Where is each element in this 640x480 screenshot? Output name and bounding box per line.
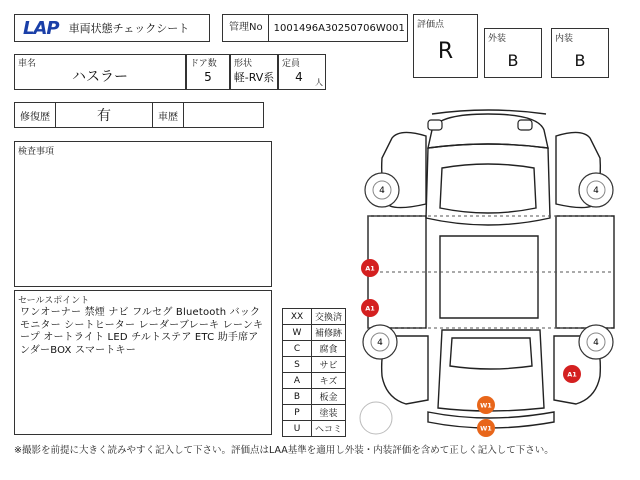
front-roof-outline <box>428 114 548 148</box>
header-title-box <box>14 14 210 42</box>
mgmt-no-value: 1001496A30250706W001 <box>273 22 405 34</box>
shape-box <box>230 54 278 90</box>
hood-inner <box>440 164 536 213</box>
sales-points-box <box>14 290 272 435</box>
capacity-unit: 人 <box>315 78 323 87</box>
car-damage-diagram <box>350 108 632 438</box>
interior-label: 内装 <box>555 34 574 44</box>
legend-code: W <box>283 325 312 341</box>
legend-row <box>283 373 346 389</box>
inspection-label: 検査事項 <box>18 147 55 157</box>
legend-code: S <box>283 357 312 373</box>
exterior-box <box>484 28 542 78</box>
legend-code: P <box>283 405 312 421</box>
legend-row <box>283 341 346 357</box>
spare-tire-icon <box>360 402 392 434</box>
sheet-title: 車両状態チェックシート <box>68 22 190 35</box>
interior-box <box>551 28 609 78</box>
mgmt-no-box <box>222 14 408 42</box>
shaken-label: 車歴 <box>153 103 184 127</box>
repair-value: 有 <box>56 103 153 127</box>
damage-mark-label: A1 <box>365 264 375 273</box>
legend-meaning: ヘコミ <box>312 421 346 437</box>
repair-label: 修復歴 <box>15 103 56 127</box>
mgmt-no-label: 管理No <box>229 15 269 41</box>
shape-value: 軽-RV系 <box>233 71 275 84</box>
sales-points-text: ワンオーナー 禁煙 ナビ フルセグ Bluetooth バックモニター シートヒーター レーダーブレーキ レーンキープ オートライト LED チルトステア ETC 助手席アンダーBOX スマートキー <box>20 307 264 356</box>
rear-glass <box>450 338 532 369</box>
legend-code: U <box>283 421 312 437</box>
score-value: R <box>437 38 454 64</box>
legend-meaning: 塗装 <box>312 405 346 421</box>
legend-row <box>283 325 346 341</box>
damage-mark-label: A1 <box>567 370 577 379</box>
legend-row <box>283 357 346 373</box>
damage-mark-label: A1 <box>365 304 375 313</box>
interior-value: B <box>574 50 586 70</box>
tire-front-right-value: 4 <box>593 186 599 196</box>
damage-mark-label: W1 <box>480 401 492 410</box>
legend-meaning: 交換済 <box>312 309 346 325</box>
footer-note: ※撮影を前提に大きく読みやすく記入して下さい。評価点はLAA基準を適用し外装・内装評価を含めて正しく記入して下さい。 <box>14 445 554 456</box>
capacity-box <box>278 54 326 90</box>
sales-points-label: セールスポイント <box>18 296 90 306</box>
doors-value: 5 <box>204 70 212 84</box>
tire-rear-left-value: 4 <box>377 338 383 348</box>
vehicle-name-value: ハスラー <box>72 69 128 85</box>
vehicle-name-label: 車名 <box>18 59 37 69</box>
legend-row <box>283 405 346 421</box>
legend-meaning: サビ <box>312 357 346 373</box>
tire-rear-right-value: 4 <box>593 338 599 348</box>
legend-row <box>283 309 346 325</box>
exterior-label: 外装 <box>488 34 507 44</box>
shape-label: 形状 <box>234 59 253 69</box>
exterior-value: B <box>507 50 519 70</box>
vehicle-name-box <box>14 54 186 90</box>
doors-box <box>186 54 230 90</box>
inspection-box <box>14 141 272 287</box>
lap-logo: LAP <box>23 17 59 39</box>
shaken-value <box>184 103 263 127</box>
score-label: 評価点 <box>417 20 445 30</box>
center-roof <box>440 236 538 318</box>
legend-meaning: 板金 <box>312 389 346 405</box>
legend-meaning: キズ <box>312 373 346 389</box>
legend-row <box>283 389 346 405</box>
score-box <box>413 14 478 78</box>
damage-mark-label: W1 <box>480 424 492 433</box>
damage-legend-table <box>282 308 346 437</box>
doors-label: ドア数 <box>190 59 217 69</box>
legend-row <box>283 421 346 437</box>
repair-history-box <box>14 102 264 128</box>
legend-code: B <box>283 389 312 405</box>
legend-code: XX <box>283 309 312 325</box>
tire-front-left-value: 4 <box>379 186 385 196</box>
front-left-light <box>428 120 442 130</box>
capacity-label: 定員 <box>282 59 301 69</box>
legend-meaning: 腐食 <box>312 341 346 357</box>
legend-code: C <box>283 341 312 357</box>
capacity-value: 4 <box>295 70 303 84</box>
legend-meaning: 補修跡 <box>312 325 346 341</box>
front-right-light <box>518 120 532 130</box>
legend-code: A <box>283 373 312 389</box>
